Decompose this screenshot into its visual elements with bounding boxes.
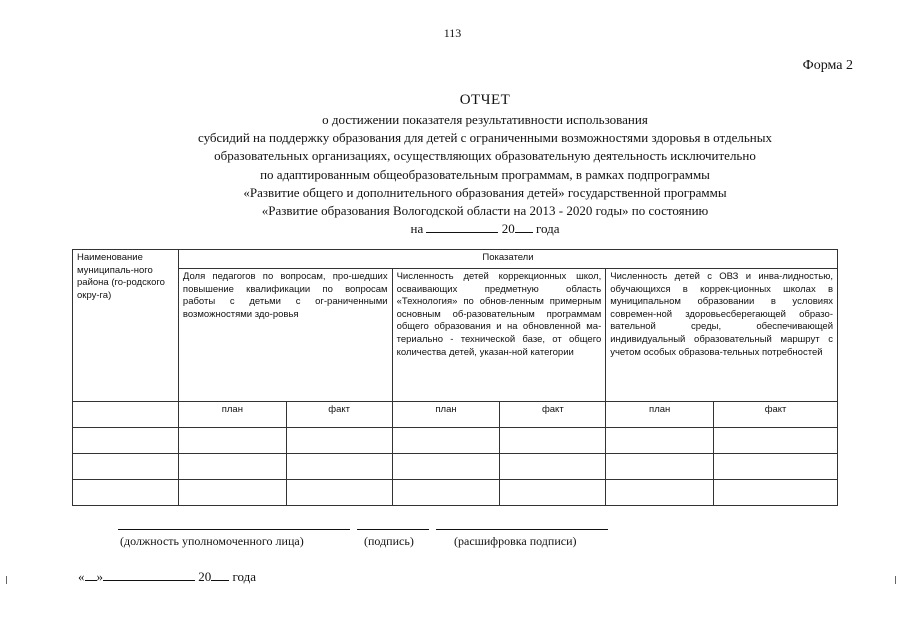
table-cell[interactable] — [714, 428, 838, 454]
position-caption: (должность уполномоченного лица) — [120, 534, 304, 548]
day-blank[interactable] — [85, 568, 97, 581]
table-cell[interactable] — [286, 454, 392, 480]
sign-line[interactable] — [357, 528, 429, 530]
empty-cell — [73, 402, 179, 428]
table-cell[interactable] — [73, 428, 179, 454]
table-cell[interactable] — [606, 428, 714, 454]
table-row — [73, 454, 838, 480]
subtitle-line: «Развитие общего и дополнительного образования детей» государственной программы — [243, 184, 727, 200]
sign-caption: (подпись) — [364, 534, 414, 548]
year-blank[interactable] — [515, 220, 533, 233]
plan-header: план — [178, 402, 286, 428]
indicators-header: Показатели — [178, 250, 837, 269]
table-cell[interactable] — [392, 454, 500, 480]
table-cell[interactable] — [500, 428, 606, 454]
indicators-table — [72, 249, 838, 506]
table-cell[interactable] — [500, 454, 606, 480]
subtitle-line: по адаптированным общеобразовательным программам, в рамках подпрограммы — [260, 166, 710, 182]
table-row — [73, 480, 838, 506]
plan-header: план — [606, 402, 714, 428]
table-cell[interactable] — [178, 454, 286, 480]
table-cell[interactable] — [73, 480, 179, 506]
decode-caption: (расшифровка подписи) — [454, 534, 577, 548]
indicator-2: Численность детей коррекционных школ, осваивающих предметную область «Технология» по обнов-ленным примерным основным об-разовательным программам общего образования и на обновленной ма-териально - технической базе, от общего количества детей, указан-ной категории — [392, 269, 606, 402]
sign-date — [78, 568, 256, 585]
subtitle-line: субсидий на поддержку образования для детей с ограниченными возможностями здоровья в отдельных — [198, 130, 772, 146]
form-label: Форма 2 — [802, 58, 853, 73]
table-cell[interactable] — [606, 480, 714, 506]
table-cell[interactable] — [286, 428, 392, 454]
edge-mark — [6, 576, 7, 584]
fact-header: факт — [500, 402, 606, 428]
fact-header: факт — [714, 402, 838, 428]
table-cell[interactable] — [606, 454, 714, 480]
subtitle-line: образовательных организациях, осуществляющих образовательную деятельность исключительно — [214, 148, 756, 164]
table-cell[interactable] — [178, 428, 286, 454]
fact-header: факт — [286, 402, 392, 428]
date-blank[interactable] — [426, 220, 498, 233]
date-suffix: года — [535, 221, 560, 237]
sign-year-blank[interactable] — [211, 568, 229, 581]
month-blank[interactable] — [103, 568, 195, 581]
edge-mark — [895, 576, 896, 584]
quote-open: « — [78, 569, 85, 584]
table-cell[interactable] — [178, 480, 286, 506]
table-cell[interactable] — [286, 480, 392, 506]
indicator-3: Численность детей с ОВЗ и инва-лидностью, обучающихся в коррек-ционных школах в муниципальном образовании в условиях современ-ной здоровьесберегающей образо-вательной среды, обеспечивающей индивидуальный образовательный маршрут с учетом особых образова-тельных потребностей — [606, 269, 838, 402]
plan-header: план — [392, 402, 500, 428]
table-row — [73, 428, 838, 454]
sign-year: 20 — [198, 569, 212, 584]
subtitle-line: о достижении показателя результативности использования — [322, 112, 648, 127]
sign-suffix: года — [232, 569, 257, 584]
decode-line[interactable] — [436, 528, 608, 530]
report-title-block — [60, 92, 905, 238]
table-cell[interactable] — [73, 454, 179, 480]
table-cell[interactable] — [714, 480, 838, 506]
municipality-header: Наименование муниципаль-ного района (го-родского окру-га) — [73, 250, 179, 402]
position-line[interactable] — [118, 528, 350, 530]
quote-close: » — [96, 569, 103, 584]
table-cell[interactable] — [392, 480, 500, 506]
report-title: ОТЧЕТ — [459, 92, 511, 108]
table-cell[interactable] — [714, 454, 838, 480]
table-cell[interactable] — [500, 480, 606, 506]
subtitle-line: «Развитие образования Вологодской области на 2013 - 2020 годы» по состоянию — [261, 203, 709, 219]
report-date-line — [60, 220, 905, 238]
indicator-1: Доля педагогов по вопросам, про-шедших повышение квалификации по вопросам работы с детьми с ог-раниченными возможностями здо-ровья — [178, 269, 392, 402]
date-year: 20 — [501, 221, 515, 237]
table-cell[interactable] — [392, 428, 500, 454]
page-number: 113 — [443, 26, 462, 40]
date-prefix: на — [410, 221, 424, 237]
